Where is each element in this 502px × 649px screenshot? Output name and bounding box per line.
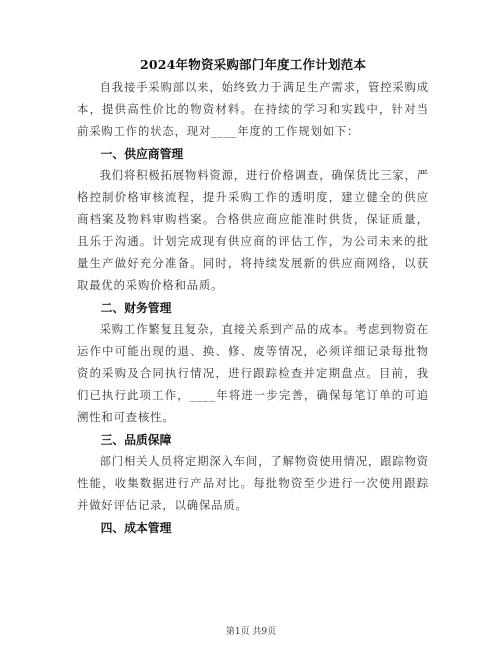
section-heading-quality: 三、品质保障	[100, 433, 172, 447]
section-body-quality: 部门相关人员将定期深入车间，了解物资使用情况，跟踪物资性能，收集数据进行产品对比。每批物资至少进行一次使用跟踪并做好评估记录，以确保品质。	[77, 455, 429, 512]
page-number-footer: 第1页 共9页	[225, 627, 277, 637]
section-heading-finance: 二、财务管理	[100, 301, 172, 315]
section-body-supplier: 我们将积极拓展物料资源，进行价格调查，确保货比三家，严格控制价格审核流程，提升采购工作的透明度，建立健全的供应商档案及物料审购档案。合格供应商应能准时供货，保证质量，且乐于沟通。计划完成现有供应商的评估工作，为公司未来的批量生产做好充分准备。同时，将持续发展新的供应商网络，以获取最优的采购价格和品质。	[77, 169, 429, 292]
section-heading-cost: 四、成本管理	[100, 521, 172, 535]
document-title: 2024年物资采购部门年度工作计划范本	[139, 57, 367, 72]
document-body	[77, 57, 429, 539]
section-heading-supplier: 一、供应商管理	[100, 147, 184, 161]
section-body-finance: 采购工作繁复且复杂，直接关系到产品的成本。考虑到物资在运作中可能出现的退、换、修、废等情况，必须详细记录每批物资的采购及合同执行情况，进行跟踪检查并定期盘点。目前，我们已执行此项工作，____年将进一步完善，确保每笔订单的可追溯性和可查核性。	[77, 323, 429, 424]
intro-paragraph: 自我接手采购部以来，始终致力于满足生产需求，管控采购成本，提供高性价比的物资材料。在持续的学习和实践中，针对当前采购工作的状态，现对____年度的工作规划如下：	[77, 81, 429, 138]
